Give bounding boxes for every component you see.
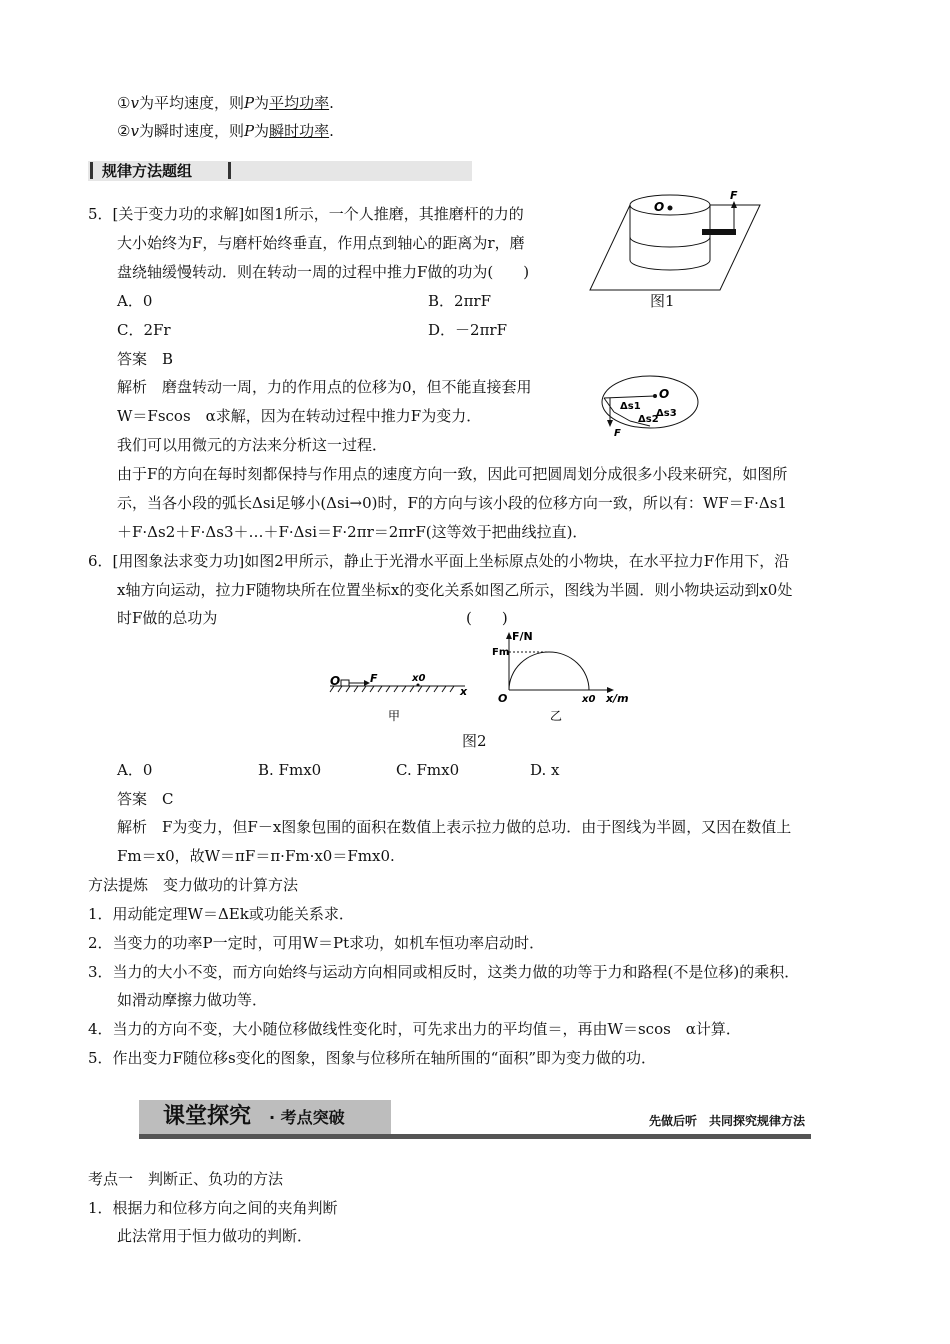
jia-label-x: x <box>460 685 468 698</box>
q5-analysis-5: 示，当各小段的弧长Δsi足够小(Δsi→0)时，F的方向与该小段的位移方向一致，所以有：WF＝F·Δs1 <box>117 494 787 512</box>
q5-analysis-6: ＋F·Δs2＋F·Δs3＋…＋F·Δsi＝F·2πr＝2πrF(这等效于把曲线拉直)． <box>117 523 588 541</box>
fig2-caption: 图2 <box>462 732 487 750</box>
jia-label-f: F <box>370 672 378 685</box>
arc-label-ds3: Δs3 <box>656 408 677 419</box>
intro-l2-prefix: ② <box>117 122 131 140</box>
q6-analysis-2: Fm＝x0，故W＝πF＝π·Fm·x0＝Fmx0. <box>117 847 395 865</box>
kp1-title: 考点一 判断正、负功的方法 <box>88 1170 284 1188</box>
q6-analysis-1: 解析 F为变力，但F－x图象包围的面积在数值上表示拉力做的总功．由于图线为半圆，又因在数值上 <box>117 818 792 836</box>
fig1-push-rod <box>702 229 736 235</box>
arc-label-o: O <box>659 387 670 401</box>
q5-option-b: B．2πrF <box>428 292 492 310</box>
yi-semicircle <box>509 652 589 690</box>
fig1-upper-disc-top <box>630 195 710 215</box>
q5-line-3: 盘绕轴缓慢转动．则在转动一周的过程中推力F做的功为( ) <box>117 263 530 281</box>
arc-label-f: F <box>614 428 621 439</box>
q5-analysis-2: W＝Fscos α求解，因为在转动过程中推力F为变力． <box>117 407 482 425</box>
intro-line-1 <box>117 93 334 113</box>
fig1-label-f: F <box>730 189 738 202</box>
section-banner <box>139 1100 811 1140</box>
figure-arc-elements <box>600 372 700 442</box>
arc-label-ds2: Δs2 <box>638 414 659 425</box>
q5-option-a: A．0 <box>117 292 153 310</box>
intro-l2-p: P <box>243 122 255 140</box>
arc-radius <box>604 396 655 398</box>
q5-answer: 答案 B <box>117 350 174 368</box>
banner-subtitle: · 考点突破 <box>269 1108 345 1127</box>
arc-chord-1 <box>604 398 614 412</box>
q5-option-d: D．－2πrF <box>428 321 508 339</box>
q6-option-a: A．0 <box>117 761 153 779</box>
intro-l1-end: . <box>329 94 334 112</box>
method-item-3: 3．当力的大小不变，而方向始终与运动方向相同或相反时，这类力做的功等于力和路程(不是位移)的乘积． <box>88 963 800 981</box>
q6-answer: 答案 C <box>117 790 174 808</box>
q5-line-1: 5．[关于变力功的求解]如图1所示，一个人推磨，其推磨杆的力的 <box>88 205 524 223</box>
method-item-2: 2．当变力的功率P一定时，可用W＝Pt求功，如机车恒功率启动时． <box>88 934 545 952</box>
banner-right-text: 先做后听 共同探究规律方法 <box>648 1114 805 1128</box>
yi-label-ylabel: F/N <box>512 630 533 643</box>
q6-line-1: 6．[用图象法求变力功]如图2甲所示，静止于光滑水平面上坐标原点处的小物块，在水平拉力F作用下，沿 <box>88 552 790 570</box>
intro-l2-v: v <box>130 122 139 140</box>
intro-l2-word: 为 <box>254 122 270 140</box>
section-header-bar <box>88 161 472 181</box>
method-title: 方法提炼 变力做功的计算方法 <box>88 876 299 894</box>
intro-l1-v: v <box>130 94 139 112</box>
figure-1-mill <box>590 185 760 310</box>
method-item-1: 1．用动能定理W＝ΔEk或功能关系求． <box>88 905 354 923</box>
jia-block <box>341 680 349 686</box>
q5-analysis-1: 解析 磨盘转动一周，力的作用点的位移为0，但不能直接套用 <box>117 378 532 396</box>
jia-label-x0: x0 <box>412 673 426 684</box>
yi-caption: 乙 <box>550 709 563 723</box>
banner-title: 课堂探究 <box>163 1104 252 1129</box>
arc-label-ds1: Δs1 <box>620 401 641 412</box>
banner-rule <box>139 1134 811 1139</box>
kp1-item-1-note: 此法常用于恒力做功的判断． <box>117 1227 313 1245</box>
intro-l1-mid: 为平均速度，则 <box>138 94 244 112</box>
q6-line-2: x轴方向运动，拉力F随物块所在位置坐标x的变化关系如图乙所示，图线为半圆．则小物块运动到x0处 <box>117 581 793 599</box>
yi-label-xlabel: x/m <box>606 692 629 705</box>
arc-chord-2 <box>614 412 630 421</box>
q5-option-c: C．2Fr <box>117 321 171 339</box>
intro-l1-p: P <box>243 94 255 112</box>
yi-label-o: O <box>498 692 508 705</box>
arc-force-arrowhead <box>607 420 613 427</box>
section-title: 规律方法题组 <box>102 162 193 180</box>
jia-caption: 甲 <box>388 709 401 723</box>
q5-analysis-4: 由于F的方向在每时刻都保持与作用点的速度方向一致，因此可把圆周划分成很多小段来研究，如图所 <box>117 465 788 483</box>
kp1-item-1: 1．根据力和位移方向之间的夹角判断 <box>88 1199 338 1217</box>
fig1-label-o: O <box>654 200 665 214</box>
section-bar-right-edge <box>228 162 231 179</box>
section-bar-left-edge <box>90 162 93 179</box>
q6-paren: ( ) <box>466 609 508 627</box>
q6-option-b: B. Fmx0 <box>258 761 322 779</box>
q5-line-2: 大小始终为F，与磨杆始终垂直，作用点到轴心的距离为r，磨 <box>117 234 525 252</box>
jia-label-o: O <box>330 674 341 688</box>
figure-2-yi <box>492 630 642 723</box>
yi-label-x0: x0 <box>582 694 596 705</box>
q6-option-c: C. Fmx0 <box>396 761 460 779</box>
intro-l1-word: 为 <box>254 94 270 112</box>
fig1-axle-dot <box>668 206 673 211</box>
method-item-5: 5．作出变力F随位移s变化的图象，图象与位移所在轴所围的“面积”即为变力做的功． <box>88 1049 656 1067</box>
intro-l1-term: 平均功率 <box>269 94 330 112</box>
q6-option-d: D. x <box>530 761 560 779</box>
figure-2-jia <box>330 670 475 730</box>
jia-hatching <box>330 686 454 692</box>
intro-l2-end: . <box>329 122 334 140</box>
q5-analysis-3: 我们可以用微元的方法来分析这一过程． <box>117 436 388 454</box>
intro-l1-prefix: ① <box>117 94 131 112</box>
method-item-3-cont: 如滑动摩擦力做功等． <box>117 991 268 1009</box>
yi-label-fm: Fm <box>492 647 510 658</box>
fig1-caption: 图1 <box>650 292 675 310</box>
method-item-4: 4．当力的方向不变，大小随位移做线性变化时，可先求出力的平均值＝，再由W＝scos α计算． <box>88 1020 741 1038</box>
intro-l2-mid: 为瞬时速度，则 <box>138 122 244 140</box>
intro-line-2 <box>117 121 334 141</box>
intro-l2-term: 瞬时功率 <box>269 122 330 140</box>
q6-line-3: 时F做的总功为 <box>117 609 218 627</box>
